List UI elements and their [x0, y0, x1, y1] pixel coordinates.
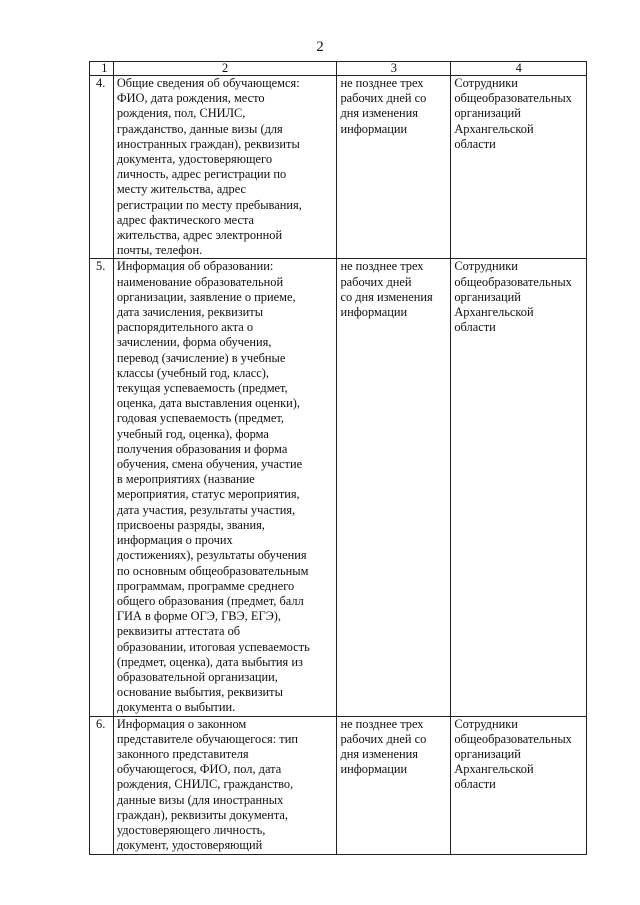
row-term: не позднее трех рабочих дней со дня изменения информации [340, 716, 427, 777]
term-cell [337, 716, 451, 854]
row-description: Информация о законном представителе обучающегося: тип законного представителя обучающегося, ФИО, пол, дата рождения, СНИЛС, гражданство, данные визы (для иностранных граждан), реквизиты документа, удостоверяющего личность, документ, удостоверяющий [116, 716, 298, 853]
row-responsible: Сотрудники общеобразовательных организаций Архангельской области [454, 259, 572, 335]
table-row [90, 76, 587, 259]
document-table [89, 61, 587, 855]
term-cell [337, 259, 451, 716]
responsible-cell [451, 259, 587, 716]
row-number: 6. [96, 716, 106, 731]
term-cell [337, 76, 451, 259]
row-description: Общие сведения об обучающемся: ФИО, дата рождения, место рождения, пол, СНИЛС, гражданство, данные визы (для иностранных граждан), реквизиты документа, удостоверяющего личность, адрес регистрации по месту жительства, адрес регистрации по месту пребывания, адрес фактического места жительства, адрес электронной почты, телефон. [116, 76, 302, 258]
header-cell-2: 2 [113, 62, 337, 76]
row-term: не позднее трех рабочих дней со дня изменения информации [340, 259, 433, 320]
row-term: не позднее трех рабочих дней со дня изменения информации [340, 76, 427, 136]
responsible-cell [451, 76, 587, 259]
description-cell [113, 76, 337, 259]
description-cell [113, 259, 337, 716]
responsible-cell [451, 716, 587, 854]
row-number: 4. [96, 76, 106, 90]
row-responsible: Сотрудники общеобразовательных организаций Архангельской области [454, 716, 572, 792]
page-number: 2 [316, 39, 324, 55]
description-cell [113, 716, 337, 854]
row-number: 5. [96, 259, 106, 274]
row-number-cell [90, 76, 114, 259]
row-number-cell [90, 259, 114, 716]
table-row [90, 716, 587, 854]
row-description: Информация об образовании: наименование образовательной организации, заявление о приеме, дата зачисления, реквизиты распорядительного акта о зачислении, форма обучения, перевод (зачисление) в учебные классы (учебный год, класс), текущая успеваемость (предмет, оценка, дата выставления оценки), годовая успеваемость (предмет, учебный год, оценка), форма получения образования и форма обучения, смена обучения, участие в мероприятиях (название мероприятия, статус мероприятия, дата участия, результаты участия, присвоены разряды, звания, информация о прочих достижениях), результаты обучения по основным общеобразовательным программам, программе среднего общего образования (предмет, балл ГИА в форме ОГЭ, ГВЭ, ЕГЭ), реквизиты аттестата об образовании, итоговая успеваемость (предмет, оценка), дата выбытия из образовательной организации, основание выбытия, реквизиты документа о выбытии. [116, 259, 310, 715]
row-number-cell [90, 716, 114, 854]
header-cell-4: 4 [451, 62, 587, 76]
header-cell-1: 1 [90, 62, 114, 76]
table-header-row [90, 62, 587, 76]
row-responsible: Сотрудники общеобразовательных организаций Архангельской области [454, 76, 572, 151]
header-cell-3: 3 [337, 62, 451, 76]
table-row [90, 259, 587, 716]
